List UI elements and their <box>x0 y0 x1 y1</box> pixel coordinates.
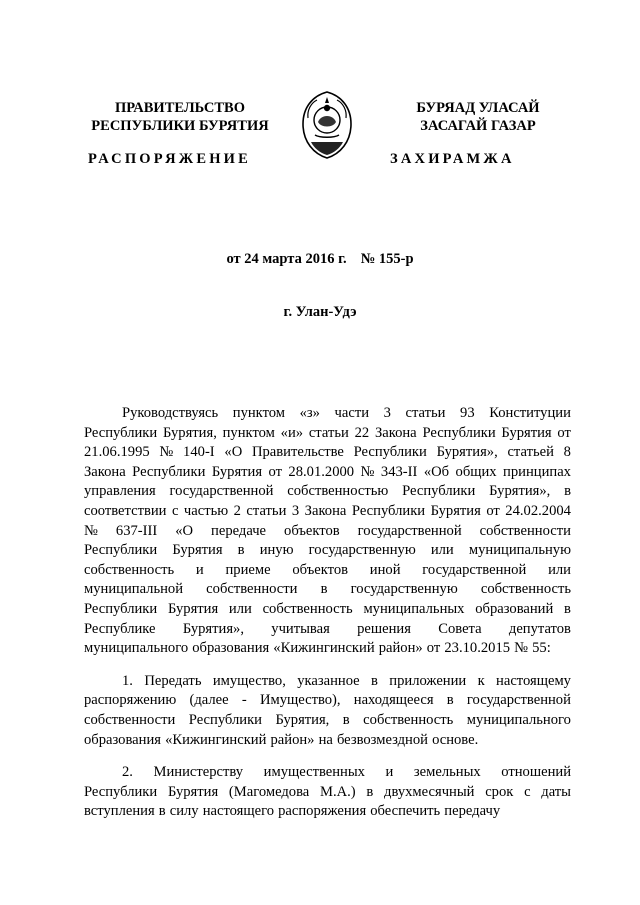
order-date: от 24 марта 2016 г. <box>226 251 347 267</box>
word: государственную <box>350 581 458 598</box>
word: «Кижингинский <box>165 731 267 748</box>
word: Закона <box>304 502 347 519</box>
word: Республики <box>188 711 262 728</box>
word: статьей <box>507 444 554 461</box>
word: собственности <box>479 522 571 539</box>
document-body <box>84 404 571 822</box>
word: общих <box>455 463 497 480</box>
doc-type-ru: РАСПОРЯЖЕНИЕ <box>88 151 252 167</box>
word: Республики <box>84 542 158 559</box>
word: с <box>171 502 179 519</box>
word: пунктом <box>232 405 286 421</box>
word: в <box>320 581 328 598</box>
word: Совета <box>438 620 482 637</box>
city: г. Улан-Удэ <box>283 304 357 320</box>
word: Республики <box>353 444 427 461</box>
word: государственной <box>357 522 462 539</box>
word: район» <box>378 640 423 657</box>
word: 28.01.2000 <box>288 463 355 480</box>
word: Имущество), <box>259 692 341 709</box>
word: объектов <box>284 522 340 539</box>
word: Республики <box>84 424 158 441</box>
word: 93 <box>460 405 475 421</box>
word: муниципальной <box>84 581 184 598</box>
word: Республики <box>351 502 426 519</box>
word: Бурятия», <box>436 444 498 461</box>
word: от <box>268 463 282 480</box>
word: образования <box>84 731 161 748</box>
word: пунктом <box>222 424 275 441</box>
word: 140-I <box>183 444 215 461</box>
word: (далее <box>189 692 229 709</box>
word: собственностью <box>287 483 389 500</box>
word: Бурятия, <box>275 711 330 728</box>
word: в <box>446 692 454 709</box>
word: образований <box>475 600 554 617</box>
word: государственную <box>308 542 416 559</box>
word: в <box>237 542 245 559</box>
word: Закона <box>374 424 417 441</box>
word: (Магомедова <box>228 783 310 800</box>
header-right-line: БУРЯАД УЛАСАЙ <box>416 100 540 116</box>
word: 3 <box>291 502 300 519</box>
word: собственность <box>363 711 454 728</box>
word: муниципального <box>466 711 571 728</box>
header-left-line: РЕСПУБЛИКИ БУРЯТИЯ <box>91 118 269 134</box>
word: 21.06.1995 <box>84 444 150 461</box>
text-line <box>84 424 571 444</box>
word: Министерству <box>153 764 244 781</box>
word: Конституции <box>489 405 571 421</box>
word: отношений <box>501 764 571 781</box>
word: статьи <box>405 405 446 421</box>
word: на <box>318 731 333 748</box>
word: муниципального <box>84 640 189 657</box>
word: к <box>477 672 485 689</box>
word: собственности <box>84 711 176 728</box>
word: решения <box>357 620 411 637</box>
word: государственной <box>422 561 527 578</box>
word: муниципальную <box>468 542 571 559</box>
text-line <box>84 802 571 822</box>
word: с <box>524 783 531 800</box>
header-left <box>80 99 280 135</box>
text-line <box>84 672 571 692</box>
word: Бурятия <box>430 502 481 519</box>
word: части <box>334 405 370 421</box>
text-line <box>84 482 571 502</box>
word: «Кижингинский <box>273 640 375 657</box>
word: статьи <box>308 424 349 441</box>
text-line <box>84 541 571 561</box>
word: государственной <box>466 692 571 709</box>
word: настоящему <box>496 672 571 689</box>
word: 2 <box>233 502 241 519</box>
header-right-line: ЗАСАГАЙ ГАЗАР <box>420 118 536 134</box>
word: Бурятия <box>211 463 263 480</box>
word: Закона <box>84 463 126 480</box>
text-line <box>84 711 571 731</box>
word: № <box>514 640 529 657</box>
text-line <box>84 404 571 424</box>
word: силу <box>169 803 199 820</box>
header-right <box>378 99 578 135</box>
word: № <box>360 463 375 480</box>
word: основе. <box>432 731 479 748</box>
text-line <box>84 763 571 783</box>
word: депутатов <box>508 620 571 637</box>
word: объектов <box>292 561 349 578</box>
word: «Об <box>423 463 450 480</box>
word: или <box>228 600 252 617</box>
word: частью <box>183 502 229 519</box>
word: Бурятия <box>167 783 219 800</box>
word: безвозмездной <box>336 731 428 748</box>
word: учитывая <box>271 620 330 637</box>
order-number: № 155-р <box>360 251 414 267</box>
word: управления <box>84 483 156 500</box>
word: М.А.) <box>319 783 356 800</box>
word: иной <box>369 561 401 578</box>
word: образования <box>192 640 270 657</box>
word: настоящего <box>202 803 275 820</box>
word: 24.02.2004 <box>505 502 571 519</box>
word: № <box>159 444 174 461</box>
word: передаче <box>211 522 267 539</box>
word: соответствии <box>84 502 167 519</box>
word: Республики <box>84 783 158 800</box>
word: район» <box>270 731 315 748</box>
header-left-line: ПРАВИТЕЛЬСТВО <box>115 100 245 116</box>
word: 23.10.2015 <box>444 640 511 657</box>
word: Республики <box>402 483 476 500</box>
text-line <box>84 561 571 581</box>
text-line <box>84 691 571 711</box>
word: 55: <box>532 640 551 657</box>
paragraph <box>84 404 571 659</box>
word: Бурятия <box>172 542 223 559</box>
text-line <box>84 731 571 751</box>
text-line <box>84 463 571 483</box>
word: 22 <box>354 424 370 441</box>
word: собственность <box>262 600 353 617</box>
word: или <box>548 561 571 578</box>
word: в <box>564 483 571 500</box>
word: 343-II <box>380 463 418 480</box>
word: распоряжения <box>278 803 367 820</box>
word: или <box>430 542 454 559</box>
word: 2. <box>122 764 133 781</box>
text-line <box>84 502 571 522</box>
word: от <box>426 640 441 657</box>
word: распоряжению <box>84 692 177 709</box>
word: и <box>195 561 204 578</box>
word: в <box>564 600 571 617</box>
paragraph <box>84 763 571 822</box>
word: иную <box>259 542 294 559</box>
word: обеспечить <box>370 803 441 820</box>
word: в <box>342 711 350 728</box>
word: вступления <box>84 803 155 820</box>
text-line <box>84 639 571 659</box>
text-line <box>84 620 571 640</box>
word: Республики <box>422 424 496 441</box>
word: Передать <box>144 672 202 689</box>
word: в <box>371 672 378 689</box>
word: Руководствуясь <box>122 405 219 421</box>
word: № <box>84 522 98 539</box>
word: Республики <box>84 600 158 617</box>
word: 1. <box>122 672 133 689</box>
word: указанное <box>297 672 360 689</box>
word: «О <box>224 444 243 461</box>
word: государственной <box>169 483 274 500</box>
date-line <box>0 251 640 268</box>
word: Республики <box>132 463 206 480</box>
word: статьи <box>246 502 287 519</box>
word: Правительстве <box>251 444 344 461</box>
word: находящееся <box>353 692 434 709</box>
doc-type-bua: ЗАХИРАМЖА <box>390 151 515 167</box>
word: собственность <box>480 581 571 598</box>
text-line <box>84 522 571 542</box>
text-line <box>84 783 571 803</box>
word: - <box>241 692 247 709</box>
word: собственность <box>84 561 175 578</box>
word: приложении <box>389 672 467 689</box>
word: «и» <box>280 424 304 441</box>
text-line <box>84 580 571 600</box>
word: принципах <box>503 463 571 480</box>
word: приеме <box>225 561 271 578</box>
word: даты <box>541 783 571 800</box>
word: 637-III <box>115 522 158 539</box>
word: собственности <box>206 581 298 598</box>
word: 3 <box>383 405 391 421</box>
word: передачу <box>444 803 501 820</box>
word: Бурятия <box>501 424 552 441</box>
text-line <box>84 600 571 620</box>
word: имущество, <box>212 672 286 689</box>
word: 8 <box>563 444 571 461</box>
word: имущественных <box>263 764 365 781</box>
text-line <box>84 443 571 463</box>
word: в <box>158 803 166 820</box>
coat-of-arms-icon <box>298 90 356 160</box>
word: в <box>366 783 374 800</box>
word: Бурятия», <box>489 483 551 500</box>
word: от <box>486 502 500 519</box>
word: «О <box>175 522 194 539</box>
word: Бурятия <box>167 600 219 617</box>
word: и <box>385 764 394 781</box>
word: Бурятия», <box>182 620 244 637</box>
word: Республике <box>84 620 156 637</box>
word: «з» <box>299 405 320 421</box>
word: срок <box>485 783 514 800</box>
word: двухмесячный <box>384 783 475 800</box>
word: Бурятия, <box>162 424 217 441</box>
paragraph <box>84 672 571 750</box>
word: от <box>557 424 571 441</box>
word: муниципальных <box>363 600 465 617</box>
word: земельных <box>413 764 481 781</box>
